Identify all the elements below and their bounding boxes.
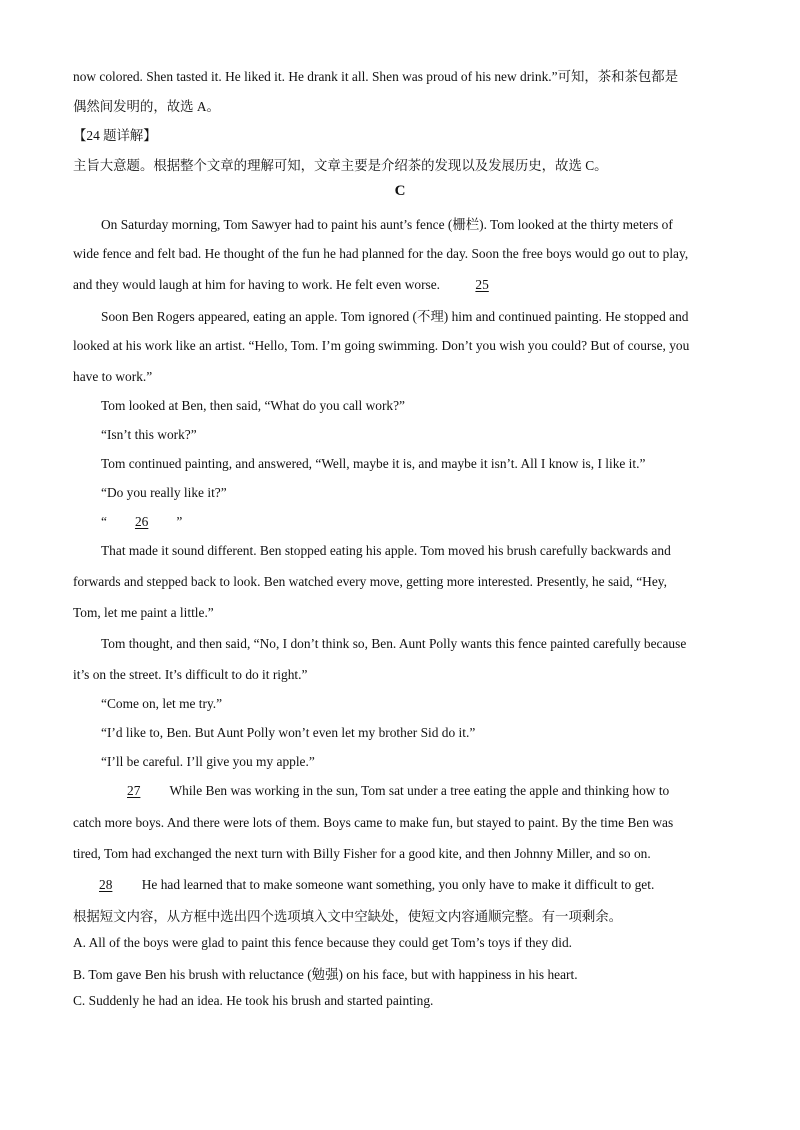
text-line: “I’d like to, Ben. But Aunt Polly won’t even let my brother Sid do it.” <box>101 725 476 740</box>
blank-25: 25 <box>475 277 489 292</box>
instructions: 根据短文内容，从方框中选出四个选项填入文中空缺处，使短文内容通顺完整。有一项剩余。 <box>73 909 623 924</box>
text-line: Tom looked at Ben, then said, “What do you call work?” <box>101 398 405 413</box>
line-text: and they would laugh at him for having to work. He felt even worse. <box>73 277 444 292</box>
text-line <box>101 514 182 530</box>
text-line: looked at his work like an artist. “Hello, Tom. I’m going swimming. Don’t you wish you could? But of course, you <box>73 338 690 353</box>
text-line: “Do you really like it?” <box>101 485 227 500</box>
text-line: On Saturday morning, Tom Sawyer had to paint his aunt’s fence (栅栏). Tom looked at the thirty meters of <box>101 217 673 232</box>
text-line: “Isn’t this work?” <box>101 427 197 442</box>
text-line: “Come on, let me try.” <box>101 696 223 711</box>
blank-28: 28 <box>99 877 113 892</box>
option-b: B. Tom gave Ben his brush with reluctance (勉强) on his face, but with happiness in his heart. <box>73 967 578 982</box>
option-c: C. Suddenly he had an idea. He took his brush and started painting. <box>73 993 434 1008</box>
text-line: catch more boys. And there were lots of them. Boys came to make fun, but stayed to paint. By the time Ben was <box>73 815 674 830</box>
text-line <box>73 877 654 893</box>
text-line: 主旨大意题。根据整个文章的理解可知，文章主要是介绍茶的发现以及发展历史，故选 C。 <box>73 158 608 173</box>
text-line: wide fence and felt bad. He thought of the fun he had planned for the day. Soon the free boys would go out to play, <box>73 246 689 261</box>
quote-close: ” <box>176 514 183 529</box>
text-line: That made it sound different. Ben stopped eating his apple. Tom moved his brush carefully backwards and <box>101 543 671 558</box>
passage-title: C <box>394 183 406 199</box>
text-line: “I’ll be careful. I’ll give you my apple.” <box>101 754 315 769</box>
line-text: “ <box>101 514 107 529</box>
text-line: now colored. Shen tasted it. He liked it. He drank it all. Shen was proud of his new drink.”可知，茶和茶包都是 <box>73 69 679 84</box>
blank-27: 27 <box>127 783 141 798</box>
text-line: tired, Tom had exchanged the next turn with Billy Fisher for a good kite, and then Johnny Miller, and so on. <box>73 846 651 861</box>
text-line: have to work.” <box>73 369 153 384</box>
blank-26: 26 <box>134 514 149 529</box>
text-line: Tom thought, and then said, “No, I don’t think so, Ben. Aunt Polly wants this fence painted carefully because <box>101 636 687 651</box>
text-line: forwards and stepped back to look. Ben watched every move, getting more interested. Presently, he said, “Hey, <box>73 574 667 589</box>
section-heading: 【24 题详解】 <box>73 128 157 143</box>
text-line <box>101 783 669 799</box>
line-text: He had learned that to make someone want something, you only have to make it difficult to get. <box>138 877 655 892</box>
option-a: A. All of the boys were glad to paint this fence because they could get Tom’s toys if they did. <box>73 935 572 950</box>
text-line: 偶然间发明的，故选 A。 <box>73 99 220 114</box>
line-text: While Ben was working in the sun, Tom sat under a tree eating the apple and thinking how to <box>166 783 670 798</box>
text-line <box>73 277 517 293</box>
text-line: Tom continued painting, and answered, “Well, maybe it is, and maybe it isn’t. All I know is, I like it.” <box>101 456 646 471</box>
text-line: Tom, let me paint a little.” <box>73 605 214 620</box>
text-line: Soon Ben Rogers appeared, eating an apple. Tom ignored (不理) him and continued painting. He stopped and <box>101 309 689 324</box>
text-line: it’s on the street. It’s difficult to do it right.” <box>73 667 308 682</box>
